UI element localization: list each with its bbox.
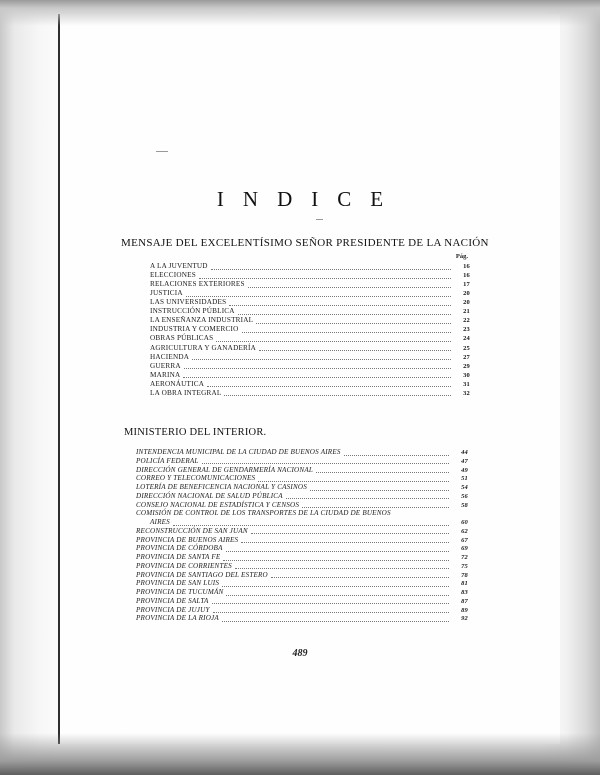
toc-page-number: 58 [461,501,468,509]
toc-entry-label: PROVINCIA DE SALTA [136,596,209,605]
toc-entry-label: LAS UNIVERSIDADES [150,298,227,307]
toc-row [136,562,468,571]
toc-leader-dots [211,264,451,270]
toc-page-number: 78 [461,571,468,579]
toc-entry-label: PROVINCIA DE BUENOS AIRES [136,535,239,544]
toc-page-number: 21 [463,308,470,316]
toc-leader-dots [316,467,449,473]
toc-leader-dots [235,563,449,569]
toc-entry-label: PROVINCIA DE LA RIOJA [136,614,219,623]
toc-page-number: 51 [461,475,468,483]
toc-entry-label: AERONÁUTICA [150,379,205,388]
toc-leader-dots [302,502,449,508]
toc-row [136,571,468,580]
toc-row [136,518,468,527]
toc-leader-dots [207,381,451,387]
toc-entry-label: ELECCIONES [150,271,196,280]
toc-row [150,271,470,280]
toc-entry-label: POLICÍA FEDERAL [136,456,199,465]
toc-row [136,579,468,588]
toc-row [150,371,470,380]
toc-entry-label: INDUSTRIA Y COMERCIO [150,325,239,334]
toc-row [136,553,468,562]
toc-leader-dots [223,555,449,561]
toc-page-number: 60 [461,519,468,526]
toc-entry-label: A LA JUVENTUD [150,262,208,270]
toc-row [136,614,468,623]
toc-entry-label: COMISIÓN DE CONTROL DE LOS TRANSPORTES DE LA CIUDAD DE BUENOS [136,509,391,518]
ministerio-heading-text: MINISTERIO DEL INTERIOR [124,427,264,438]
toc-page-number: 30 [463,371,470,379]
toc-leader-dots [344,450,449,456]
toc-page-number: 56 [461,492,468,500]
toc-leader-dots [202,458,449,464]
toc-leader-dots [259,345,451,351]
toc-entry-label: GUERRA [150,361,181,370]
toc-entry-label: PROVINCIA DE SANTIAGO DEL ESTERO [136,570,268,579]
toc-page-number: 17 [463,281,470,289]
toc-row [136,474,468,483]
toc-page-number: 67 [461,536,468,544]
toc-page-number: 32 [463,389,470,397]
toc-leader-dots [256,318,451,324]
toc-entry-label: RECONSTRUCCIÓN DE SAN JUAN [136,526,248,535]
toc-entry-label: MARINA [150,370,181,379]
toc-entry-label: PROVINCIA DE SANTA FE [136,553,221,561]
toc-leader-dots [199,273,451,279]
toc-page-number: 69 [461,545,468,553]
toc-leader-dots [226,546,449,552]
toc-row [136,588,468,597]
toc-leader-dots [310,485,449,491]
toc-page-number: 44 [461,449,468,456]
toc-row [150,289,470,298]
toc-row [136,606,468,615]
toc-row [136,457,468,466]
toc-entry-label: CORREO Y TELECOMUNICACIONES [136,474,256,483]
toc-entry-label: LA OBRA INTEGRAL [150,388,222,397]
toc-leader-dots [173,520,449,526]
toc-leader-dots [238,309,451,315]
toc-leader-dots [229,300,451,306]
toc-entry-label: PROVINCIA DE SAN LUIS [136,579,220,588]
toc-page-number: 23 [463,326,470,334]
toc-entry-label: AIRES [150,518,170,526]
toc-entry-label: INTENDENCIA MUNICIPAL DE LA CIUDAD DE BUENOS AIRES [136,448,341,456]
scan-speck [316,219,323,220]
toc-row [150,298,470,307]
toc-entry-label: OBRAS PÚBLICAS [150,334,214,343]
toc-leader-dots [222,616,449,622]
ministerio-heading: MINISTERIO DEL INTERIOR. [124,427,267,438]
toc-row [136,466,468,475]
toc-row [150,307,470,316]
toc-entry-label: PROVINCIA DE TUCUMÁN [136,588,224,596]
page-number: 489 [292,648,308,659]
toc-row [150,353,470,362]
toc-page-number: 20 [463,290,470,298]
scan-top-shadow [0,0,600,26]
toc-entry-label: JUSTICIA [150,289,183,298]
toc-entry-label: AGRICULTURA Y GANADERÍA [150,343,257,352]
toc-page-number: 75 [461,562,468,570]
toc-page-number: 25 [463,344,470,352]
toc-row [150,389,470,398]
toc-row [136,597,468,606]
toc-row [136,448,468,457]
toc-row [150,280,470,289]
scan-bottom-shadow [0,733,600,775]
toc-leader-dots [286,493,449,499]
toc-page-number: 47 [461,457,468,465]
toc-leader-dots [186,291,451,297]
toc-leader-dots [184,363,451,369]
toc-row [136,501,468,510]
toc-entry-label: PROVINCIA DE CORRIENTES [136,561,232,570]
toc-leader-dots [226,590,449,596]
toc-leader-dots [222,581,449,587]
toc-row [150,334,470,343]
toc-entry-label: PROVINCIA DE CÓRDOBA [136,544,223,553]
toc-entry-label: DIRECCIÓN NACIONAL DE SALUD PÚBLICA [136,491,283,500]
toc-entry-label: HACIENDA [150,352,190,361]
toc-leader-dots [183,372,451,378]
toc-row [150,380,470,389]
toc-row [136,527,468,536]
toc-page-number: 16 [463,263,470,270]
toc-row [136,544,468,553]
toc-row [136,492,468,501]
toc-leader-dots [213,607,449,613]
toc-row [136,536,468,545]
toc-page-number: 22 [463,317,470,325]
toc-page-number: 29 [463,362,470,370]
toc-row [136,483,468,492]
toc-row [150,316,470,325]
toc-row [150,362,470,371]
toc-entry-label: DIRECCIÓN GENERAL DE GENDARMERÍA NACIONAL [136,465,313,474]
scan-speck [156,151,168,152]
toc-entry-label: LA ENSEÑANZA INDUSTRIAL [150,316,254,325]
page-column-label: Pág. [455,253,468,260]
toc-page-number: 27 [463,353,470,361]
toc-page-number: 72 [461,554,468,561]
toc-page-number: 81 [461,580,468,588]
toc-entry-label: RELACIONES EXTERIORES [150,280,245,289]
toc-row [150,344,470,353]
toc-leader-dots [248,282,451,288]
toc-leader-dots [241,537,449,543]
toc-page-number: 83 [461,589,468,596]
toc-leader-dots [251,528,449,534]
toc-entry-label: PROVINCIA DE JUJUY [136,605,210,614]
toc-row [150,262,470,271]
toc-page-number: 62 [461,527,468,535]
toc-page-number: 92 [461,615,468,623]
toc-entry-label: LOTERÍA DE BENEFICENCIA NACIONAL Y CASINOS [136,483,307,491]
toc-page-number: 87 [461,597,468,605]
toc-page-number: 89 [461,606,468,614]
toc-page-number: 31 [463,380,470,388]
toc-leader-dots [242,327,451,333]
toc-entry-label: CONSEJO NACIONAL DE ESTADÍSTICA Y CENSOS [136,500,300,509]
toc-entry-label: INSTRUCCIÓN PÚBLICA [150,307,235,316]
toc-leader-dots [224,390,451,396]
page-title: INDICE [216,187,403,211]
toc-row [136,509,468,518]
toc-leader-dots [216,336,451,342]
toc-leader-dots [192,354,451,360]
toc-leader-dots [212,598,449,604]
toc-page-number: 54 [461,484,468,491]
toc-leader-dots [258,476,449,482]
toc-page-number: 20 [463,299,470,307]
toc-page-number: 16 [463,272,470,280]
toc-page-number: 49 [461,466,468,474]
toc-leader-dots [271,572,449,578]
toc-page-number: 24 [463,335,470,343]
mensaje-heading: MENSAJE DEL EXCELENTÍSIMO SEÑOR PRESIDENTE DE LA NACIÓN [121,237,489,249]
